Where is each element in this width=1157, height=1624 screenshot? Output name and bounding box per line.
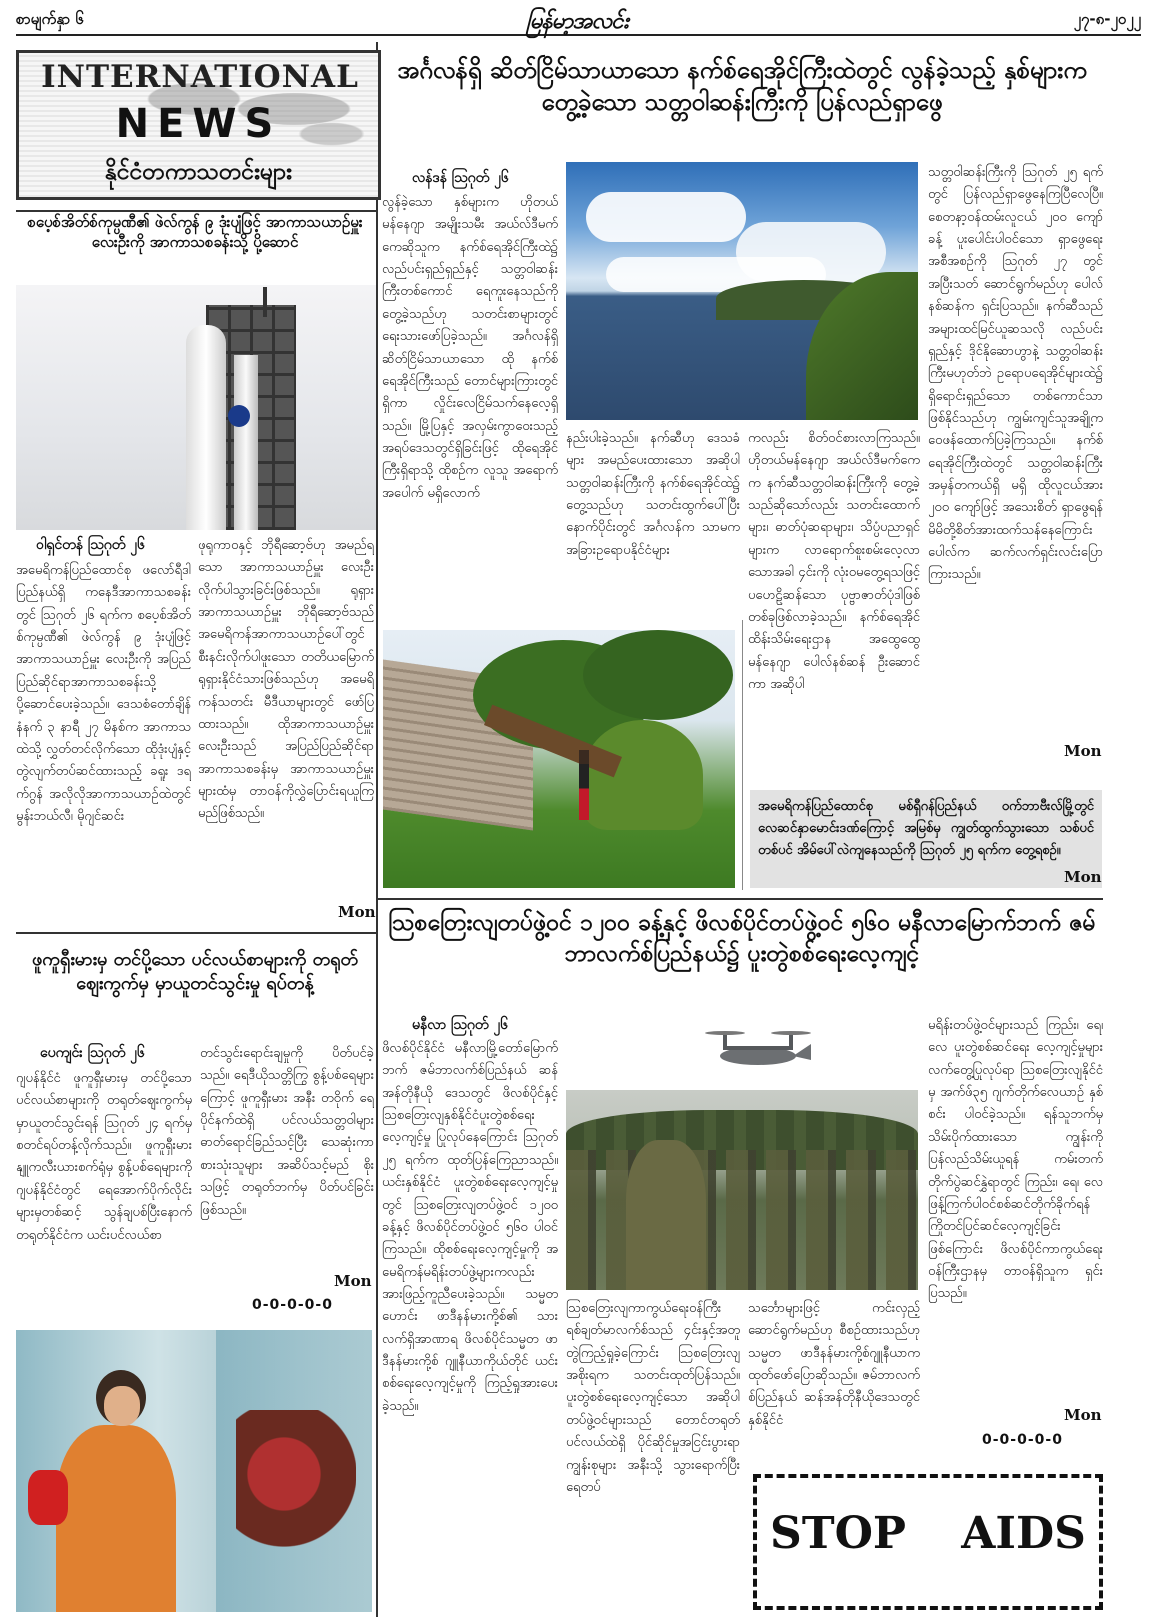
banner-title-line3: နိုင်ငံတကာသတင်းများ [104,159,293,185]
lead-soldier [626,1140,706,1290]
japan-headline: ဖူကူရှီးမားမှ တင်ပို့သော ပင်လယ်စာများကို တရုတ်ဈေးကွက်မှ မှာယူတင်သွင်းမှု ရပ်တန့် [31,949,358,995]
stop-aids-text: STOP AIDS [770,1508,1086,1559]
lightning-mast [263,287,267,317]
seafood-shop-photo [16,1330,372,1612]
caption-signature: Mon [1064,868,1102,886]
rocket-booster [234,355,258,530]
tree-foliage [583,630,733,720]
spacex-headline: စပေ့စ်အိတ်စ်ကုမ္ပဏီ၏ ဖဲလ်ကွန် ၉ ဒုံးပျံဖြင့် အာကာသယာဉ်မှူး လေးဦးကို အာကာသစခန်းသို့ ပို့ဆောင် [27,213,363,252]
red-bag [28,1470,68,1525]
tree-photo-caption [750,790,1102,888]
loch-column-1: လွန်ခဲ့သော နှစ်များက ဟိုတယ်မန်နေဂျာ အမျိုးသမီး အယ်လ်ဒီမက်ကေဆိုသူက နက်စ်ရေအိုင်ကြီးထဲ၌ လည်ပင်းရှည်ရှည်နှင့် သတ္တဝါဆန်းကြီးတစ်ကောင် ရေကူးနေသည်ကို တွေ့ခဲ့သည်ဟု သတင်းစာများတွင် ရေးသားဖော်ပြခဲ့သည်။ အင်္ဂလန်ရှိ ဆိတ်ငြိမ်သာယာသော ထို နက်စ်ရေအိုင်ကြီးသည် တောင်များကြားတွင်ရှိကာ လှိုင်းလေငြိမ်သက်နေလေ့ရှိသည်။ မြို့ပြနှင့် အလှမ်းကွာဝေးသည့် အရပ်ဒေသတွင်ရှိခြင်းဖြင့် ထိုရေအိုင်ကြီးရှိရာသို့ ထိုစဉ်က လူသူ အရောက်အပေါက် မရှိလောက် [382,195,558,501]
page-header [16,6,1141,36]
military-exercise-photo [566,1090,918,1290]
vendor-face [104,1386,140,1426]
manila-signature: Mon [1064,1406,1102,1424]
vendor-body [56,1425,176,1612]
stop-aids-box [753,1474,1103,1610]
newspaper-logo: မြန်မာ့အလင်း [526,9,628,34]
section-divider [378,898,1103,900]
japan-column-2: တင်သွင်းရောင်းချမှုကို ပိတ်ပင်ခဲ့သည်။ ရေဒီယိုသတ္တိကြွ စွန့်ပစ်ရေများကြောင့် ဖူကူရှီးမား အနီး တဝိုက် ရေပိုင်နက်ထဲရှိ ပင်လယ်သတ္တဝါများ ဓာတ်ရောင်ခြည်သင့်ပြီး သေဆုံးကာ စားသုံးသူများ အဆိပ်သင့်မည် စိုးသဖြင့် တရုတ်ဘက်မှ ပိတ်ပင်ခြင်းဖြစ်သည်။ [200,1046,374,1218]
section-divider [16,932,376,934]
seafood-display [236,1410,356,1570]
manila-byline: မနီလာ ဩဂုတ် ၂၆ [412,1017,509,1033]
cloud [586,192,746,242]
manila-headline: သြစတြေးလျတပ်ဖွဲ့ဝင် ၁၂၀၀ ခန့်နှင့် ဖိလစ်ပိုင်တပ်ဖွဲ့ဝင် ၅၆၀ မနီလာမြောက်ဘက် ဇမ်ဘာလက်စ်ပြည်နယ်၌ ပူးတွဲစစ်ရေးလေ့ကျင့် [388,910,1096,968]
osprey-aircraft-icon [703,1020,813,1080]
rocket-launch-photo [16,285,376,530]
spacex-byline: ဝါရှင်တန် ဩဂုတ် ၂၆ [36,537,145,553]
person-figure [579,750,589,820]
loch-signature: Mon [1064,742,1102,760]
spacex-signature: Mon [338,903,376,921]
caption-text: အမေရိကန်ပြည်ထောင်စု မစ်ရှီဂန်ပြည်နယ် ဝက်ဘာဗီးလ်မြို့တွင် လေဆင်နှာမောင်းဒဏ်ကြောင့် အမြစ်မှ ကျွတ်ထွက်သွားသော သစ်ပင်တစ်ပင် အိမ်ပေါ်လဲကျနေသည်ကို ဩဂုတ် ၂၅ ရက်က တွေ့ရစဉ်။ [758,799,1094,859]
loch-byline: လန်ဒန် ဩဂုတ် ၂၆ [412,170,509,186]
uprooted-roots [583,720,703,830]
manila-column-2: သြစတြေးလျကာကွယ်ရေးဝန်ကြီး ရစ်ချတ်မာလက်စ်သည် ၄င်းနှင့်အတူ တွဲကြည့်ရှုခဲ့ကြောင်း သြစတြေးလျအစိုးရက သတင်းထုတ်ပြန်သည်။ ပူးတွဲစစ်ရေးလေ့ကျင့်သော အဆိုပါ တပ်ဖွဲ့ဝင်များသည် တောင်တရုတ်ပင်လယ်ထဲရှိ ပိုင်ဆိုင်မှုအငြင်းပွားရာ ကျွန်းစုများ အနီးသို့ သွားရောက်ပြီး ရေတပ် [566,1301,740,1495]
international-news-banner [16,50,381,200]
japan-end-mark: 0-0-0-0-0 [252,1297,333,1313]
loch-column-4: သတ္တဝါဆန်းကြီးကို ဩဂုတ် ၂၅ ရက်တွင် ပြန်လည်ရှာဖွေနေကြပြီလေပြီ။ စေတနာ့ဝန်ထမ်းလူငယ် ၂၀၀ ကျော်ခန့် ပူးပေါင်းပါဝင်သော ရှာဖွေရေးအစီအစဉ်ကို ဩဂုတ် ၂၇ တွင် အပြီးသတ် ဆောင်ရွက်မည်ဟု ပေါလ်နစ်ဆန်က ရှင်းပြသည်။ နက်ဆီသည် အများထင်မြင်ယူဆသလို လည်ပင်းရှည်နှင့် ဒိုင်နိုဆောဟွာနဲ့ သတ္တဝါဆန်းကြီးမဟုတ်ဘဲ ဥရောပရေအိုင်များထဲ၌ ရှိရောင်းရှည်သော တစ်ကောင်သာ ဖြစ်နိုင်သည်ဟု ကျွမ်းကျင်သူအချို့က ဝေဖန်ထောက်ပြခဲ့ကြသည်။ နက်စ်ရေအိုင်ကြီးထဲတွင် သတ္တဝါဆန်းကြီး အမှန်တကယ်ရှိ မရှိ ထိုလူငယ်အား ၂၀၀ ကျော်ဖြင့် အသေးစိတ် ရှာဖွေရန် မိမိတို့စိတ်အားထက်သန်နေကြောင်း ပေါလ်က ဆက်လက်ရှင်းလင်းပြောကြားသည်။ [928,165,1103,583]
spacex-column-1: အမေရိကန်ပြည်ထောင်စု ဖလော်ရီဒါပြည်နယ်ရှိ ကနေဒီအာကာသစခန်းတွင် ဩဂုတ် ၂၆ ရက်က စပေ့စ်အိတ်စ်ကုမ္ပဏီ၏ ဖဲလ်ကွန် ၉ ဒုံးပျံဖြင့် အာကာသယာဉ်မှူး လေးဦးကို အပြည်ပြည်ဆိုင်ရာအာကာသစခန်းသို့ ပို့ဆောင်ပေးခဲ့သည်။ ဒေသစံတော်ချိန် နံနက် ၃ နာရီ ၂၇ မိနစ်က အာကာသထဲသို့ လွှတ်တင်လိုက်သော ထိုဒုံးပျံနှင့် တွဲလျက်တပ်ဆင်ထားသည့် ခရူး ဒရက်ဂွန် အလိုလိုအာကာသယာဉ်ထဲတွင် မွန်းဘယ်လီ၊ မိုဂျင်ဆင်း [16,563,191,824]
japan-column-1: ဂျပန်နိုင်ငံ ဖူကူရှီးမားမှ တင်ပို့သော ပင်လယ်စာများကို တရုတ်ဈေးကွက်မှ မှာယူတင်သွင်းရန် ဩဂုတ် ၂၄ ရက်မှ စတင်ရပ်တန့်လိုက်သည်။ ဖူကူရှီးမား နျူကလီးယားစက်ရုံမှ စွန့်ပစ်ရေများကို ဂျပန်နိုင်ငံတွင် ရေအောက်ပိုက်လိုင်းများမှတစ်ဆင့် သွန်ချပစ်ပြီးနောက် တရုတ်နိုင်ငံက ယင်းပင်လယ်စာ [16,1071,192,1243]
manila-end-mark: 0-0-0-0-0 [982,1432,1063,1448]
page-number: စာမျက်နှာ ၆ [16,10,84,28]
issue-date: ၂၇-၈-၂၀၂၂ [1073,10,1141,28]
manila-column-3: သင်္ဘောများဖြင့် ကင်းလှည့်ဆောင်ရွက်မည်ဟု စီစဉ်ထားသည်ဟု သမ္မတ ဖာဒီနန်မားကို့စ်ဂျူနီယာက ထုတ်ဖော်ပြောဆိုသည်။ ဇမ်ဘာလက်စ်ပြည်နယ် ဆန်အန်တိုနီယိုဒေသတွင် နှစ်နိုင်ငံ [748,1301,920,1428]
loch-column-3: ကလည်း စိတ်ဝင်စားလာကြသည်။ ဟိုတယ်မန်နေဂျာ အယ်လ်ဒီမက်ကေက နက်ဆီသတ္တဝါဆန်းကြီးကို တွေ့ခဲ့သည်ဆိုသော်လည်း သတင်းထောက်များ၊ ဓာတ်ပုံဆရာများ၊ သိပ္ပံပညာရှင်များက လာရောက်စူးစမ်းလေ့လာသောအခါ ၄င်းကို လုံးဝမတွေ့ရသဖြင့် ပဟေဠိဆန်သော ပုဗ္ဗာဇာတ်ပုံဒါဖြစ်တစ်ခုဖြစ်လာခဲ့သည်။ နက်စ်ရေအိုင် ထိန်းသိမ်းရေးဌာန အထွေထွေမန်နေဂျာ ပေါလ်နစ်ဆန် ဦးဆောင်ကာ အဆိုပါ [748,431,920,692]
japan-signature: Mon [334,1272,372,1290]
loch-ness-photo [566,162,918,420]
manila-column-4: မရိန်းတပ်ဖွဲ့ဝင်များသည် ကြည်း၊ ရေ၊ လေ ပူးတွဲစစ်ဆင်ရေး လေ့ကျင့်မှုများ လက်တွေ့ပြုလုပ်ရာ သြစတြေးလျနိုင်ငံမှ အက်ဖ်၃၅ ဂျက်တိုက်လေယာဉ် နှစ်စင်း ပါဝင်ခဲ့သည်။ ရန်သူဘက်မှ သိမ်းပိုက်ထားသော ကျွန်းကို ပြန်လည်သိမ်းယူရန် ကမ်းတက်တိုက်ပွဲဆင်နွှဲရာတွင် ကြည်း၊ ရေ၊ လေ ဖြန့်ကြက်ပါဝင်စစ်ဆင်တိုက်ခိုက်ရန် ကြိုတင်ပြင်ဆင်လေ့ကျင့်ခြင်းဖြစ်ကြောင်း ဖိလစ်ပိုင်ကာကွယ်ရေးဝန်ကြီးဌာနမှ တာဝန်ရှိသူက ရှင်းပြသည်။ [928,1018,1103,1302]
japan-byline: ပေကျင်း ဩဂုတ် ၂၆ [40,1045,145,1061]
manila-column-1: ဖိလစ်ပိုင်နိုင်ငံ မနီလာမြို့တော်မြောက်ဘက် ဇမ်ဘာလက်စ်ပြည်နယ် ဆန်အန်တိုနီယို ဒေသတွင် ဖိလစ်ပိုင်နှင့် သြစတြေးလျနှစ်နိုင်ငံပူးတွဲစစ်ရေးလေ့ကျင့်မှု ပြုလုပ်နေကြောင်း ဩဂုတ် ၂၅ ရက်က ထုတ်ပြန်ကြေညာသည်။ ယင်းနှစ်နိုင်ငံ ပူးတွဲစစ်ရေးလေ့ကျင့်မှုတွင် သြစတြေးလျတပ်ဖွဲ့ဝင် ၁၂၀၀ ခန့်နှင့် ဖိလစ်ပိုင်တပ်ဖွဲ့ဝင် ၅၆၀ ပါဝင်ကြသည်။ ထိုစစ်ရေးလေ့ကျင့်မှုကို အမေရိကန်မရိန်းတပ်ဖွဲ့များကလည်း အားဖြည့်ကူညီပေးခဲ့သည်။ သမ္မတဟောင်း ဖာဒီနန်မားကို့စ်၏ သား လက်ရှိအာဏာရ ဖိလစ်ပိုင်သမ္မတ ဖာဒီနန်မားကို့စ် ဂျူနီယာကိုယ်တိုင် ယင်းစစ်ရေးလေ့ကျင့်မှုကို ကြည့်ရှုအားပေးခဲ့သည်။ [382,1041,558,1414]
banner-title-line1: INTERNATIONAL [41,59,359,95]
rocket-body [186,325,226,530]
nasa-logo-icon [228,405,250,427]
spacex-column-2: ဖုရုကာဝနှင့် ဘိုရီဆော့ဗ်ဟု အမည်ရသော အာကာသယာဉ်မှူး လေးဦးလိုက်ပါသွားခြင်းဖြစ်သည်။ ရုရှားအာကာသယာဉ်မှူး ဘိုရီဆော့ဗ်သည် အမေရိကန်အာကာသယာဉ်ပေါ်တွင် စီးနင်းလိုက်ပါဖူးသော တတိယမြောက် ရုရှားနိုင်ငံသားဖြစ်သည်ဟု အမေရိကန်သတင်း မီဒီယာများတွင် ဖော်ပြထားသည်။ ထိုအာကာသယာဉ်မှူး လေးဦးသည် အပြည်ပြည်ဆိုင်ရာ အာကာသစခန်းမှ အာကာသယာဉ်မှူးများထံမှ တာဝန်ကိုလွှဲပြောင်းရယူကြမည်ဖြစ်သည်။ [198,538,374,822]
loch-headline: အင်္ဂလန်ရှိ ဆိတ်ငြိမ်သာယာသော နက်စ်ရေအိုင်ကြီးထဲတွင် လွန်ခဲ့သည့် နှစ်များကတွေ့ခဲ့သော သတ္တဝါဆန်းကြီးကို ပြန်လည်ရှာဖွေ [397,56,1087,117]
banner-title-line2: NEWS [115,101,282,147]
column-divider [376,42,378,1617]
loch-column-2: နည်းပါးခဲ့သည်။ နက်ဆီဟု ဒေသခံများ အမည်ပေးထားသော အဆိုပါ သတ္တဝါဆန်းကြီးကို နက်စ်ရေအိုင်ထဲ၌ တွေ့သည်ဟု သတင်းထွက်ပေါ်ပြီးနောက်ပိုင်းတွင် အင်္ဂလန်က သာမက အခြားဥရောပနိုင်ငံများ [566,431,740,558]
fallen-tree-photo [383,630,735,888]
soldiers-group [566,1150,918,1290]
column-divider [742,620,743,890]
